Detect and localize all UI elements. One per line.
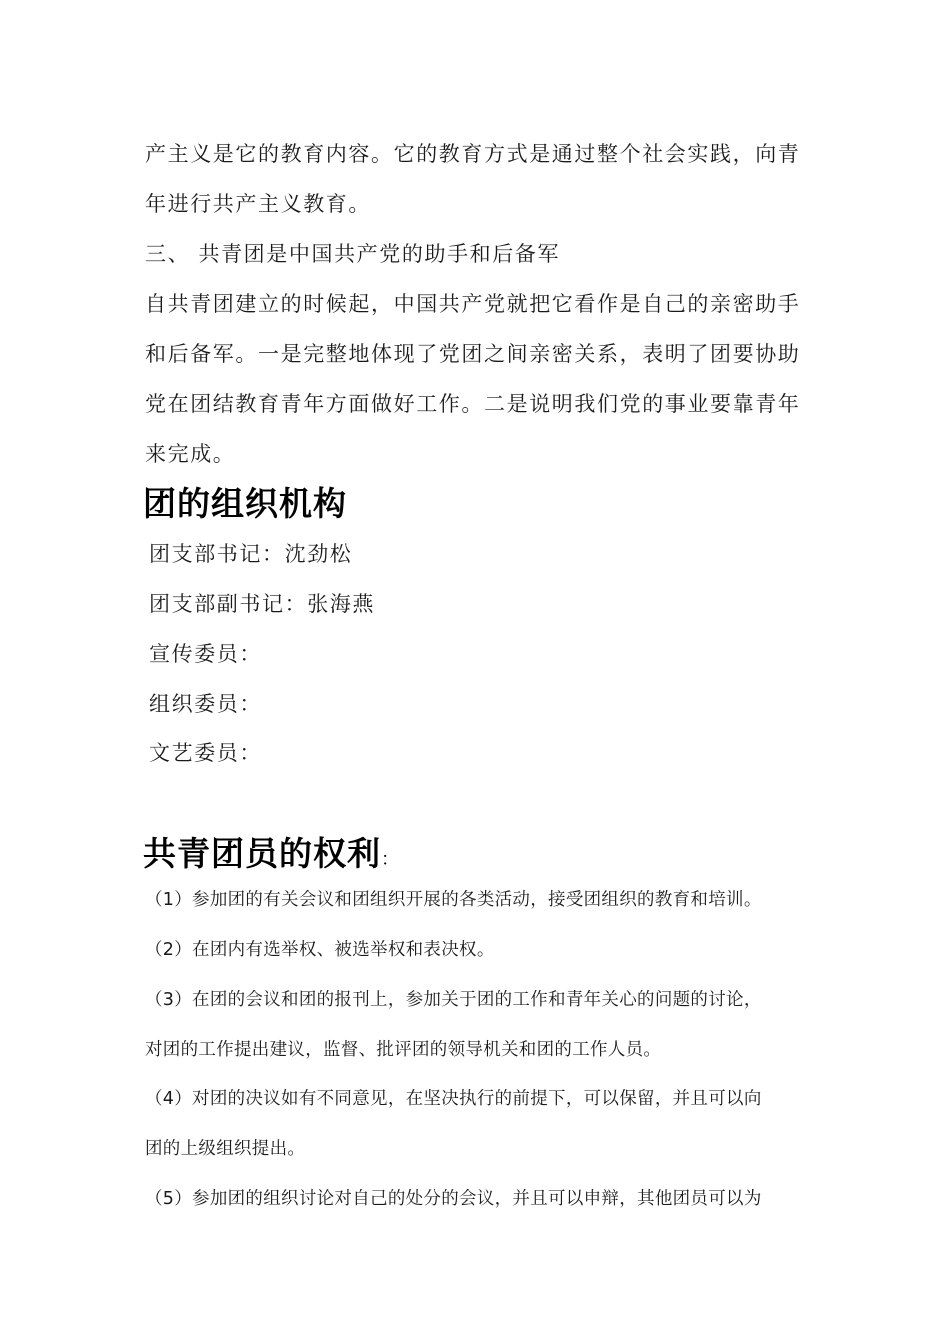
rights-line-2: （2）在团内有选举权、被选举权和表决权。	[145, 940, 495, 960]
section-3-line-1: 自共青团建立的时候起，中国共产党就把它看作是自己的亲密助手	[145, 292, 801, 316]
section-3-line-3: 党在团结教育青年方面做好工作。二是说明我们党的事业要靠青年	[145, 392, 801, 416]
rights-line-3: （3）在团的会议和团的报刊上，参加关于团的工作和青年关心的问题的讨论，	[145, 990, 762, 1010]
section-3-line-2: 和后备军。一是完整地体现了党团之间亲密关系，表明了团要协助	[145, 342, 801, 366]
member-publicity: 宣传委员：	[149, 642, 262, 666]
intro-line-2: 年进行共产主义教育。	[145, 192, 371, 216]
rights-line-5: （4）对团的决议如有不同意见，在坚决执行的前提下，可以保留，并且可以向	[145, 1089, 762, 1109]
section-3-title: 三、 共青团是中国共产党的助手和后备军	[145, 242, 561, 266]
organization-heading: 团的组织机构	[143, 484, 347, 523]
member-deputy-secretary: 团支部副书记：张海燕	[149, 592, 375, 616]
rights-line-7: （5）参加团的组织讨论对自己的处分的会议，并且可以申辩，其他团员可以为	[145, 1189, 762, 1209]
intro-line-1: 产主义是它的教育内容。它的教育方式是通过整个社会实践，向青	[145, 142, 801, 166]
rights-line-1: （1）参加团的有关会议和团组织开展的各类活动，接受团组织的教育和培训。	[145, 890, 762, 910]
section-3-line-4: 来完成。	[145, 442, 236, 466]
rights-heading	[143, 828, 400, 875]
rights-line-4: 对团的工作提出建议，监督、批评团的领导机关和团的工作人员。	[145, 1040, 662, 1060]
rights-heading-text: 共青团员的权利	[143, 834, 381, 873]
member-organization: 组织委员：	[149, 692, 262, 716]
rights-line-6: 团的上级组织提出。	[145, 1139, 306, 1159]
member-arts: 文艺委员：	[149, 741, 262, 765]
member-secretary: 团支部书记：沈劲松	[149, 542, 353, 566]
rights-heading-colon: ：	[381, 849, 400, 870]
